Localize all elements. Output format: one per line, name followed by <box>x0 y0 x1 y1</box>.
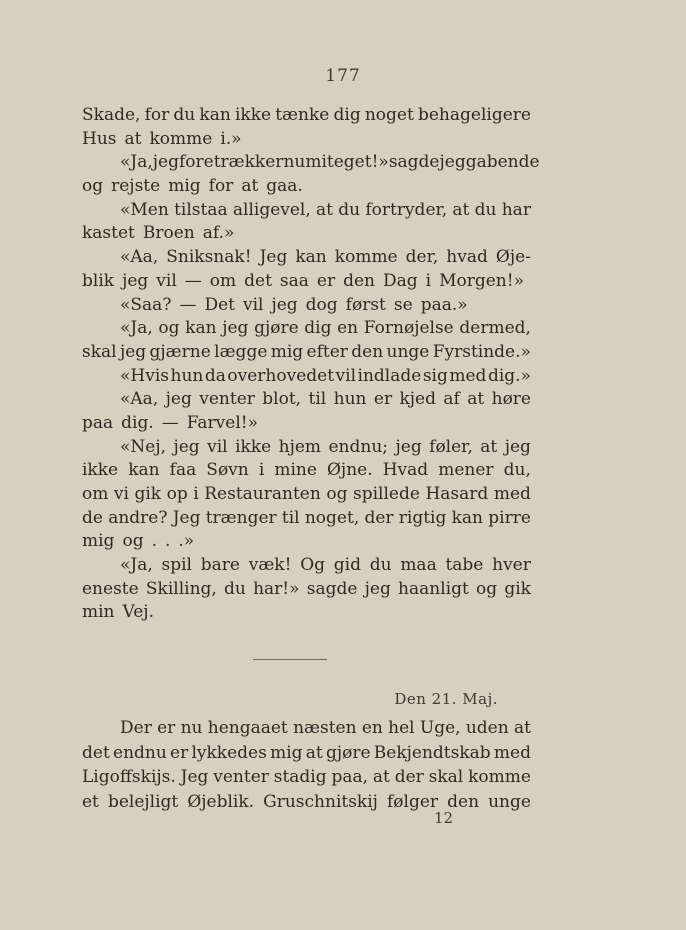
text-line: «Hvis hun da overhovedet vil indlade sig med dig.» <box>120 365 531 386</box>
text-line: de andre? Jeg trænger til noget, der rigtig kan pirre <box>82 507 531 528</box>
text-line: om vi gik op i Restauranten og spillede Hasard med <box>82 484 531 504</box>
text-line: eneste Skilling, du har!» sagde jeg haanligt og gik <box>82 578 531 599</box>
text-line: blik jeg vil — om det saa er den Dag i Morgen!» <box>82 270 524 291</box>
text-line: «Ja, spil bare væk! Og gid du maa tabe hver <box>120 555 531 576</box>
text-line: og rejste mig for at gaa. <box>82 176 303 197</box>
text-line: «Nej, jeg vil ikke hjem endnu; jeg føler, at jeg <box>120 436 531 457</box>
date-heading: Den 21. Maj. <box>394 690 498 708</box>
diary-entry-text <box>82 716 531 814</box>
text-line: Skade, for du kan ikke tænke dig noget behageligere <box>82 105 531 125</box>
text-line: «Ja, jeg foretrækker nu mit eget!» sagde jeg gabende <box>120 152 540 173</box>
text-line: skal jeg gjærne lægge mig efter den unge Fyrstinde.» <box>82 341 531 362</box>
text-line: «Aa, jeg venter blot, til hun er kjed af at høre <box>120 389 531 410</box>
text-line: Der er nu hengaaet næsten en hel Uge, uden at <box>120 718 531 738</box>
text-line: det endnu er lykkedes mig at gjøre Bekjendtskab med <box>82 742 531 763</box>
text-line: «Aa, Sniksnak! Jeg kan komme der, hvad Øje- <box>120 247 531 268</box>
text-line: «Ja, og kan jeg gjøre dig en Fornøjelse dermed, <box>120 318 531 339</box>
text-line: paa dig. — Farvel!» <box>82 412 259 433</box>
text-line: kastet Broen af.» <box>82 223 235 244</box>
signature-mark: 12 <box>434 809 454 827</box>
page-number: 177 <box>325 66 361 86</box>
text-line: Ligoffskijs. Jeg venter stadig paa, at der skal komme <box>82 767 531 787</box>
text-line: «Men tilstaa alligevel, at du fortryder, at du har <box>120 199 531 220</box>
text-line: et belejligt Øjeblik. Gruschnitskij følger den unge <box>82 791 531 812</box>
text-line: Hus at komme i.» <box>82 128 242 149</box>
text-line: mig og . . .» <box>82 531 195 552</box>
text-line: min Vej. <box>82 602 154 623</box>
body-text <box>82 104 540 625</box>
text-line: ikke kan faa Søvn i mine Øjne. Hvad mener du, <box>82 460 531 481</box>
text-line: «Saa? — Det vil jeg dog først se paa.» <box>120 294 468 315</box>
section-divider <box>253 659 327 660</box>
